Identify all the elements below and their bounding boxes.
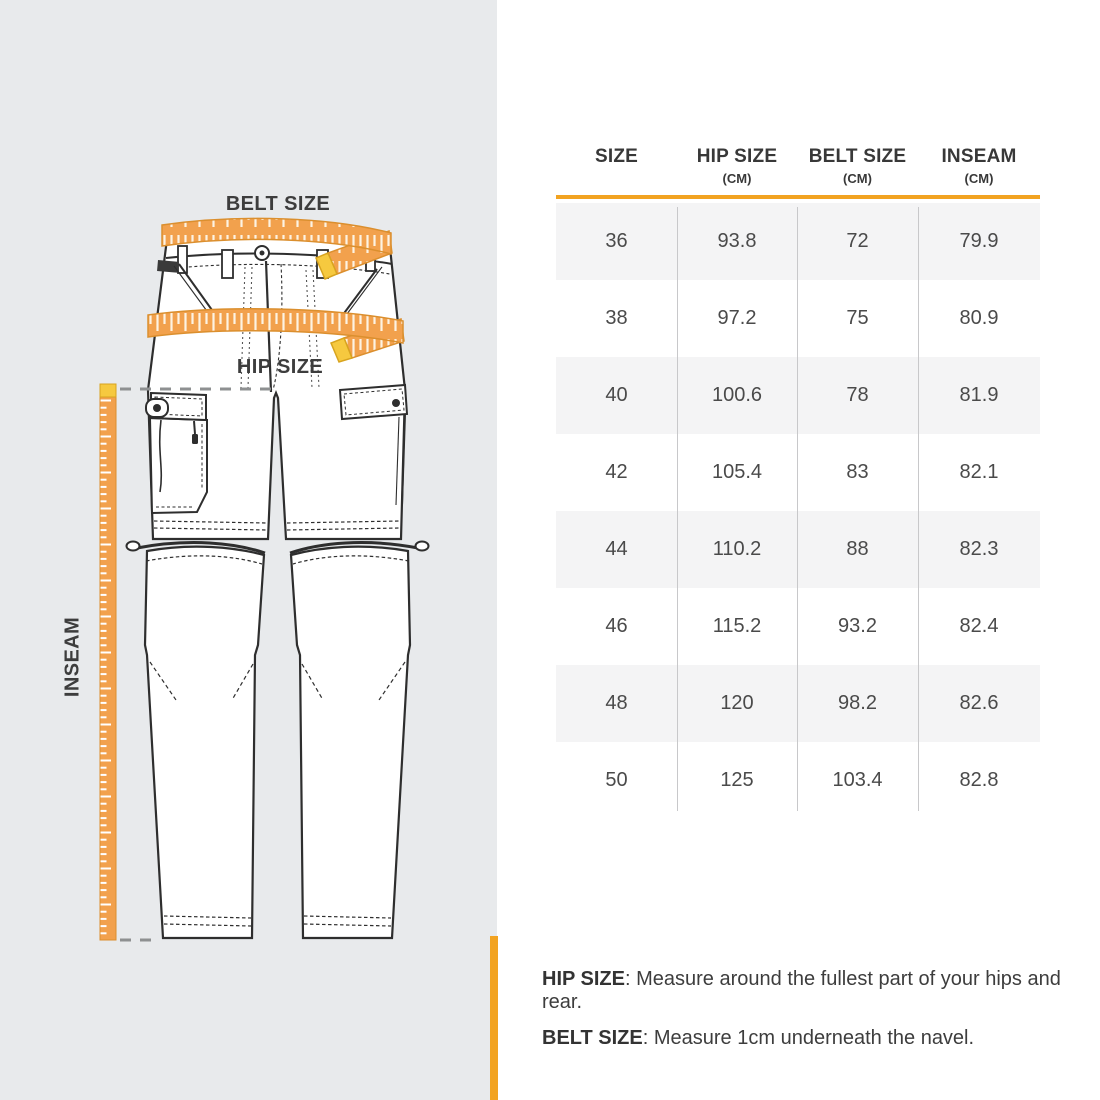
table-body [556, 203, 1040, 819]
inseam-value: 82.8 [959, 769, 999, 791]
column-unit: (CM) [843, 171, 872, 186]
belt-size-note-text: : Measure 1cm underneath the navel. [642, 1027, 975, 1049]
inseam-value: 81.9 [959, 384, 999, 406]
column-header-inseam [918, 146, 1040, 187]
hip-size-value: 125 [720, 769, 754, 791]
hip-size-value: 115.2 [712, 615, 762, 637]
inseam-value: 79.9 [959, 230, 999, 252]
belt-size-value: 103.4 [832, 769, 883, 791]
belt-size-value: 78 [846, 384, 869, 406]
table-header [556, 146, 1040, 187]
size-table [556, 146, 1040, 819]
table-row [556, 357, 1040, 434]
size-value: 44 [605, 538, 628, 560]
size-value: 40 [605, 384, 628, 406]
belt-size-note [542, 1027, 1082, 1050]
hip-size-value: 100.6 [711, 384, 763, 406]
measurement-diagram-panel [0, 0, 497, 1100]
size-value: 38 [605, 307, 628, 329]
column-header-hip-size [677, 146, 797, 187]
inseam-value: 82.3 [959, 538, 999, 560]
hip-size-note-text: : Measure around the fullest part of your hips and rear. [542, 968, 1061, 1013]
size-value: 46 [605, 615, 628, 637]
size-value: 42 [605, 461, 628, 483]
table-row [556, 280, 1040, 357]
table-row [556, 588, 1040, 665]
column-divider [677, 207, 678, 811]
column-header-belt-size [797, 146, 918, 187]
size-value: 50 [605, 769, 628, 791]
column-unit: (CM) [964, 171, 994, 186]
table-row [556, 203, 1040, 280]
belt-size-value: 98.2 [838, 692, 877, 714]
belt-size-value: 83 [846, 461, 869, 483]
hip-size-value: 93.8 [717, 230, 757, 252]
column-label: HIP SIZE [696, 146, 778, 167]
hip-size-value: 105.4 [711, 461, 763, 483]
column-divider [918, 207, 919, 811]
hip-size-value: 120 [720, 692, 754, 714]
header-accent-rule [556, 195, 1040, 199]
inseam-value: 82.6 [959, 692, 999, 714]
measurement-notes [542, 968, 1082, 1063]
inseam-value: 82.4 [959, 615, 999, 637]
table-row [556, 511, 1040, 588]
inseam-ruler [100, 384, 116, 940]
belt-size-diagram-label: BELT SIZE [225, 193, 331, 215]
belt-size-value: 75 [846, 307, 869, 329]
inseam-diagram-label: INSEAM [61, 616, 84, 698]
hip-size-value: 110.2 [712, 538, 762, 560]
table-row [556, 742, 1040, 819]
inseam-value: 80.9 [959, 307, 999, 329]
column-label: BELT SIZE [808, 146, 907, 167]
inseam-value: 82.1 [959, 461, 999, 483]
column-unit: (CM) [722, 171, 752, 186]
size-value: 36 [605, 230, 628, 252]
hip-size-value: 97.2 [717, 307, 757, 329]
column-header-size [556, 146, 677, 187]
belt-size-value: 72 [846, 230, 869, 252]
column-label: SIZE [594, 146, 639, 167]
accent-bar [490, 936, 498, 1100]
belt-size-note-term: BELT SIZE [542, 1027, 643, 1049]
column-divider [797, 207, 798, 811]
belt-size-value: 93.2 [838, 615, 877, 637]
hip-size-diagram-label: HIP SIZE [236, 356, 324, 378]
column-label: INSEAM [941, 146, 1017, 167]
table-row [556, 665, 1040, 742]
hip-size-note [542, 968, 1082, 1014]
table-row [556, 434, 1040, 511]
belt-size-value: 88 [846, 538, 869, 560]
pants-technical-drawing [0, 0, 497, 1100]
hip-size-note-term: HIP SIZE [542, 968, 625, 990]
size-value: 48 [605, 692, 628, 714]
column-unit [556, 171, 677, 187]
